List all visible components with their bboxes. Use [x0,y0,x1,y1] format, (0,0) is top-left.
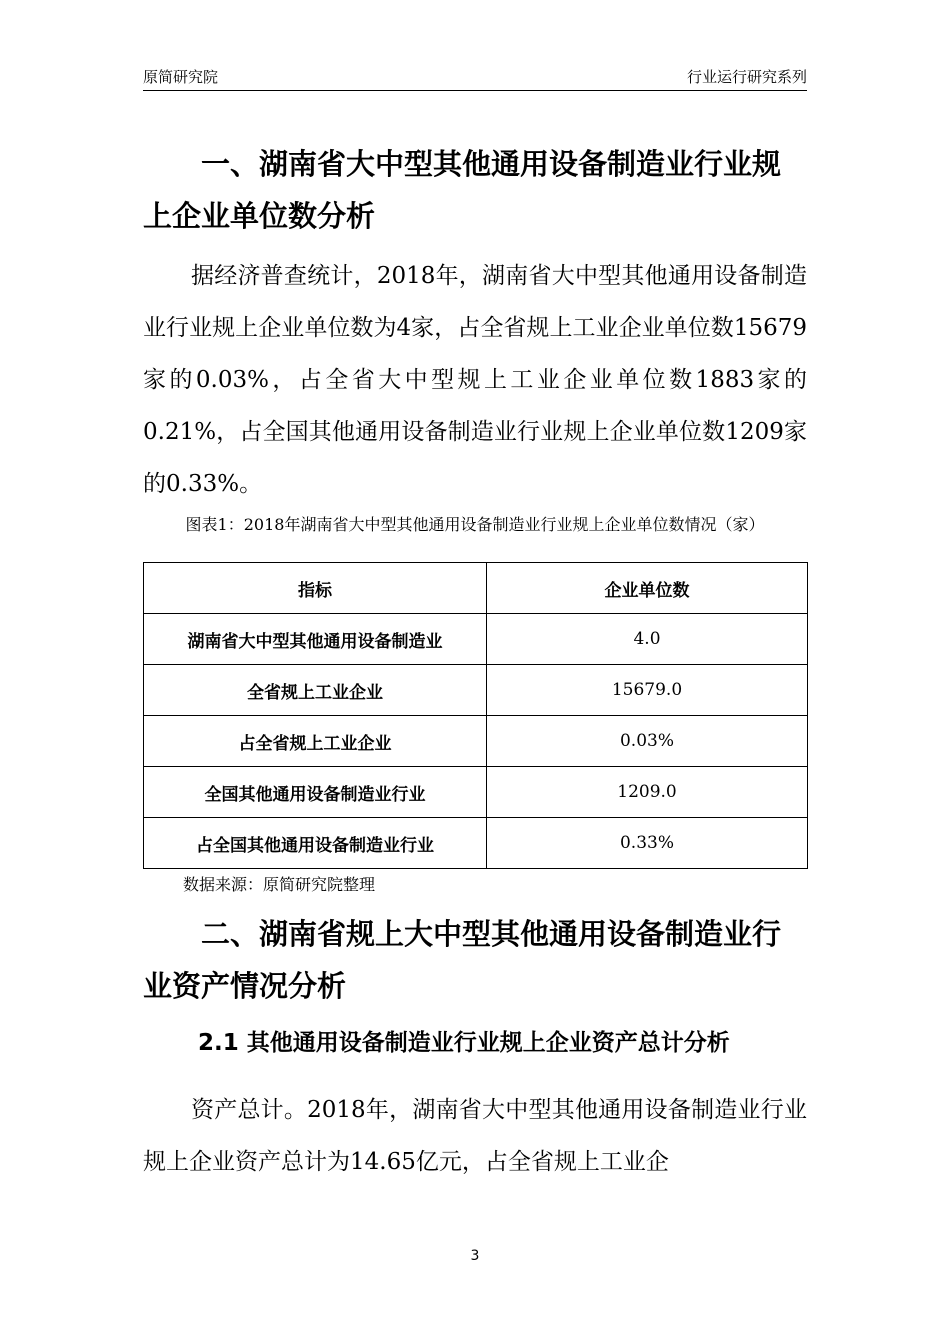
page-header [143,64,807,91]
section1-title: 一、湖南省大中型其他通用设备制造业行业规上企业单位数分析 [143,147,782,233]
row-value: 0.03% [487,716,808,767]
table-header-indicator: 指标 [144,563,487,614]
row-label: 全国其他通用设备制造业行业 [144,767,487,818]
table-row [144,665,808,716]
row-label: 全省规上工业企业 [144,665,487,716]
enterprise-count-table [143,562,808,869]
table-row [144,767,808,818]
table-header-count: 企业单位数 [487,563,808,614]
row-value: 15679.0 [487,665,808,716]
table-row [144,614,808,665]
row-value: 0.33% [487,818,808,869]
section2-title: 二、湖南省规上大中型其他通用设备制造业行业资产情况分析 [143,917,782,1003]
table1-caption: 图表1：2018年湖南省大中型其他通用设备制造业行业规上企业单位数情况（家） [185,515,765,534]
row-value: 1209.0 [487,767,808,818]
row-label: 占全省规上工业企业 [144,716,487,767]
header-series-name: 行业运行研究系列 [686,68,807,86]
section2-paragraph: 资产总计。2018年，湖南省大中型其他通用设备制造业行业规上企业资产总计为14.65亿元，占全省规上工业企 [143,1097,807,1175]
section2-subtitle: 2.1 其他通用设备制造业行业规上企业资产总计分析 [198,1030,730,1056]
table-header-row [144,563,808,614]
table-row [144,716,808,767]
row-label: 湖南省大中型其他通用设备制造业 [144,614,487,665]
table-row [144,818,808,869]
table1-source: 数据来源：原简研究院整理 [183,875,376,894]
header-org-name: 原简研究院 [143,68,219,86]
row-label: 占全国其他通用设备制造业行业 [144,818,487,869]
section1-paragraph: 据经济普查统计，2018年，湖南省大中型其他通用设备制造业行业规上企业单位数为4家，占全省规上工业企业单位数15679家的0.03%，占全省大中型规上工业企业单位数1883家的0.21%，占全国其他通用设备制造业行业规上企业单位数1209家的0.33%。 [143,263,807,497]
row-value: 4.0 [487,614,808,665]
page-number: 3 [470,1248,480,1264]
